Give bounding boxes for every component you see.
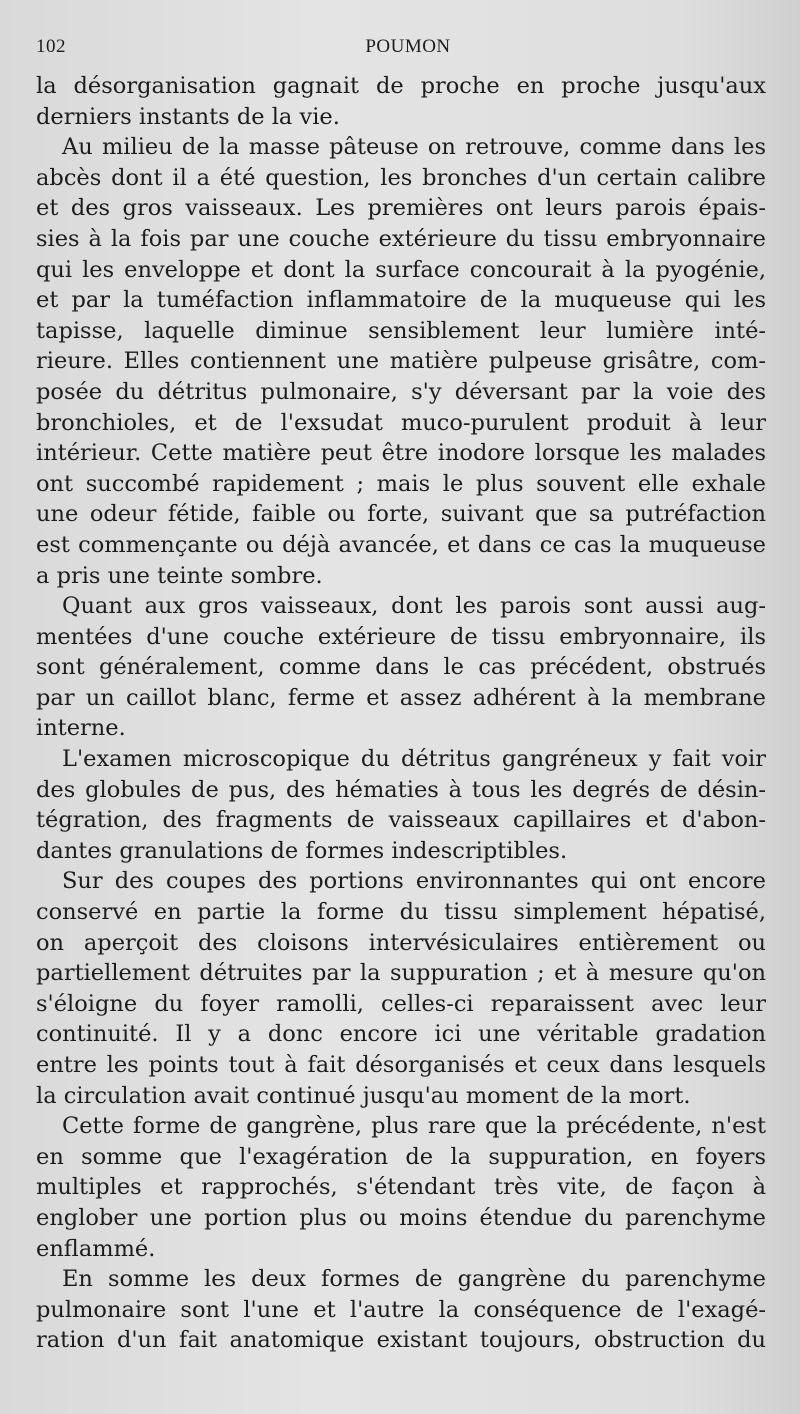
text-line: posée du détritus pulmonaire, s'y déversant par la voie des xyxy=(36,378,766,405)
text-line: la désorganisation gagnait de proche en proche jusqu'aux xyxy=(36,73,766,99)
text-line: ration d'un fait anatomique existant toujours, obstruction du xyxy=(36,1327,766,1354)
text-line: rieure. Elles contiennent une matière pulpeuse grisâtre, com- xyxy=(36,348,766,375)
text-line: En somme les deux formes de gangrène du parenchyme xyxy=(62,1266,766,1293)
text-line: a pris une teinte sombre. xyxy=(36,562,323,589)
text-line: la circulation avait continué jusqu'au moment de la mort. xyxy=(36,1082,691,1109)
paragraph xyxy=(36,71,766,132)
text-line: derniers instants de la vie. xyxy=(36,103,340,130)
text-line: continuité. Il y a donc encore ici une véritable gradation xyxy=(36,1021,766,1048)
text-line: dantes granulations de formes indescriptibles. xyxy=(36,837,568,864)
paragraph xyxy=(36,866,766,1111)
paragraph xyxy=(36,591,766,744)
text-line: abcès dont il a été question, les bronches d'un certain calibre xyxy=(36,164,766,191)
text-line: sont généralement, comme dans le cas précédent, obstrués xyxy=(36,654,766,681)
running-title: POUMON xyxy=(365,36,451,57)
text-line: Cette forme de gangrène, plus rare que la précédente, n'est xyxy=(62,1113,766,1140)
text-line: en somme que l'exagération de la suppuration, en foyers xyxy=(36,1143,766,1170)
paragraph xyxy=(36,1264,766,1356)
text-line: on aperçoit des cloisons intervésiculaires entièrement ou xyxy=(36,929,766,956)
paragraph xyxy=(36,132,766,591)
text-line: L'examen microscopique du détritus gangréneux y fait voir xyxy=(62,746,766,773)
text-line: mentées d'une couche extérieure de tissu embryonnaire, ils xyxy=(36,623,766,650)
text-line: tapisse, laquelle diminue sensiblement leur lumière inté- xyxy=(36,317,766,344)
text-line: conservé en partie la forme du tissu simplement hépatisé, xyxy=(36,899,766,926)
text-line: s'éloigne du foyer ramolli, celles-ci reparaissent avec leur xyxy=(36,990,766,1017)
paragraph xyxy=(36,1111,766,1264)
text-line: entre les points tout à fait désorganisés et ceux dans lesquels xyxy=(36,1052,766,1078)
text-line: partiellement détruites par la suppuration ; et à mesure qu'on xyxy=(36,960,766,987)
body-text xyxy=(36,71,766,1356)
paragraph xyxy=(36,744,766,866)
page-header xyxy=(36,36,780,60)
text-line: sies à la fois par une couche extérieure du tissu embryonnaire xyxy=(36,225,766,252)
text-line: une odeur fétide, faible ou forte, suivant que sa putréfaction xyxy=(36,501,766,528)
text-line: par un caillot blanc, ferme et assez adhérent à la membrane xyxy=(36,684,766,711)
text-line: multiples et rapprochés, s'étendant très vite, de façon à xyxy=(36,1174,766,1201)
text-line: Sur des coupes des portions environnantes qui ont encore xyxy=(62,868,766,895)
text-line: bronchioles, et de l'exsudat muco-purulent produit à leur xyxy=(36,409,766,436)
text-line: englober une portion plus ou moins étendue du parenchyme xyxy=(36,1204,766,1231)
text-line: tégration, des fragments de vaisseaux capillaires et d'abon- xyxy=(36,807,766,834)
text-line: Au milieu de la masse pâteuse on retrouve, comme dans les xyxy=(62,134,766,161)
text-line: des globules de pus, des hématies à tous les degrés de désin- xyxy=(36,776,766,803)
text-line: qui les enveloppe et dont la surface concourait à la pyogénie, xyxy=(36,256,766,283)
text-line: enflammé. xyxy=(36,1235,156,1262)
text-line: intérieur. Cette matière peut être inodore lorsque les malades xyxy=(36,440,766,467)
text-line: interne. xyxy=(36,715,126,742)
text-line: est commençante ou déjà avancée, et dans ce cas la muqueuse xyxy=(36,531,766,558)
text-line: et des gros vaisseaux. Les premières ont leurs parois épais- xyxy=(36,195,766,222)
page-number: 102 xyxy=(36,36,66,57)
text-line: pulmonaire sont l'une et l'autre la conséquence de l'exagé- xyxy=(36,1296,766,1323)
text-line: et par la tuméfaction inflammatoire de la muqueuse qui les xyxy=(36,287,766,314)
text-line: ont succombé rapidement ; mais le plus souvent elle exhale xyxy=(36,470,766,497)
text-line: Quant aux gros vaisseaux, dont les parois sont aussi aug- xyxy=(62,593,766,620)
